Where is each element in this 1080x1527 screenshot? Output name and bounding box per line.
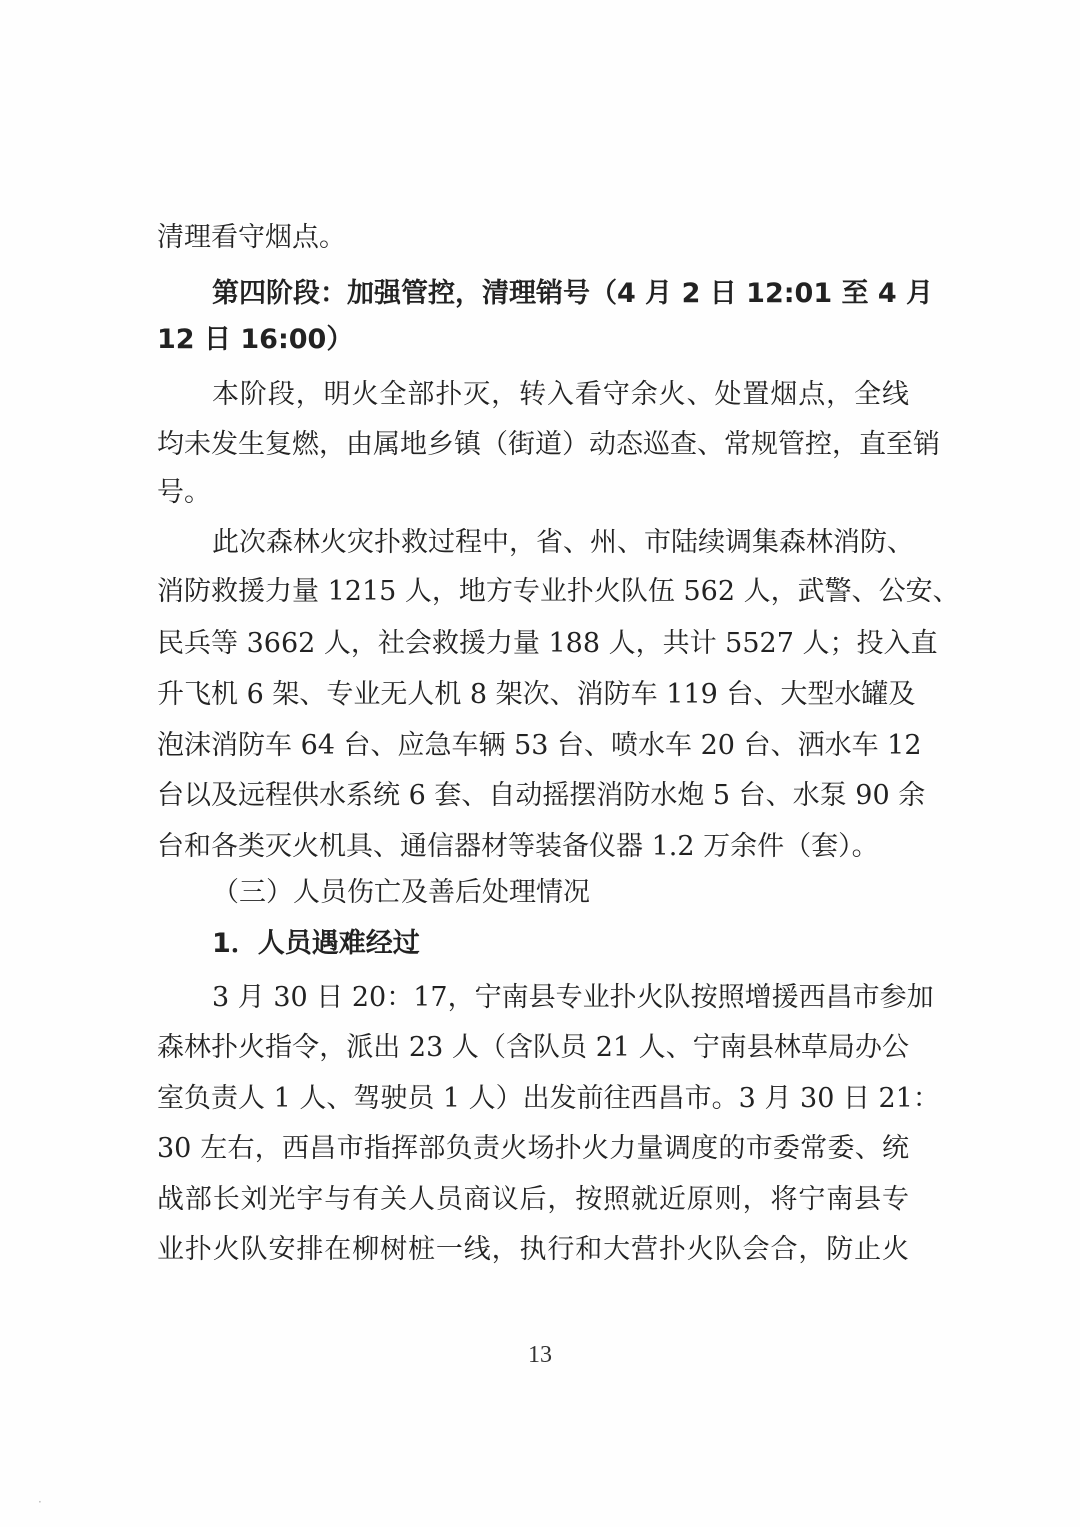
paragraph-line: 号。 [157, 477, 211, 508]
paragraph-line: 台以及远程供水系统 6 套、自动摇摆消防水炮 5 台、水泵 90 余 [157, 780, 926, 811]
paragraph-line: 本阶段，明火全部扑灭，转入看守余火、处置烟点，全线 [212, 379, 909, 410]
scan-mark-icon: · [38, 1495, 42, 1509]
paragraph-line: 消防救援力量 1215 人，地方专业扑火队伍 562 人，武警、公安、 [157, 576, 960, 607]
paragraph-line: 民兵等 3662 人，社会救援力量 188 人，共计 5527 人；投入直 [157, 628, 938, 659]
paragraph-line: 业扑火队安排在柳树桩一线，执行和大营扑火队会合，防止火 [157, 1234, 909, 1265]
paragraph-line: 森林扑火指令，派出 23 人（含队员 21 人、宁南县林草局办公 [157, 1032, 909, 1063]
text-line: 清理看守烟点。 [157, 222, 346, 253]
section-heading-line: 第四阶段：加强管控，清理销号（4 月 2 日 12:01 至 4 月 [212, 278, 934, 309]
subsection-heading: （三）人员伤亡及善后处理情况 [212, 877, 590, 908]
paragraph-line: 室负责人 1 人、驾驶员 1 人）出发前往西昌市。3 月 30 日 21： [157, 1083, 940, 1114]
page-number: 13 [528, 1342, 552, 1368]
paragraph-line: 台和各类灭火机具、通信器材等装备仪器 1.2 万余件（套）。 [157, 831, 879, 862]
paragraph-line: 此次森林火灾扑救过程中，省、州、市陆续调集森林消防、 [212, 527, 914, 558]
paragraph-line: 升飞机 6 架、专业无人机 8 架次、消防车 119 台、大型水罐及 [157, 679, 916, 710]
paragraph-line: 战部长刘光宇与有关人员商议后，按照就近原则，将宁南县专 [157, 1184, 909, 1215]
paragraph-line: 3 月 30 日 20：17，宁南县专业扑火队按照增援西昌市参加 [212, 982, 934, 1013]
subsection-heading: 1．人员遇难经过 [212, 928, 420, 959]
paragraph-line: 泡沫消防车 64 台、应急车辆 53 台、喷水车 20 台、洒水车 12 [157, 730, 922, 761]
section-heading-line: 12 日 16:00） [157, 324, 354, 355]
paragraph-line: 30 左右，西昌市指挥部负责火场扑火力量调度的市委常委、统 [157, 1133, 909, 1164]
paragraph-line: 均未发生复燃，由属地乡镇（街道）动态巡查、常规管控，直至销 [157, 429, 940, 460]
